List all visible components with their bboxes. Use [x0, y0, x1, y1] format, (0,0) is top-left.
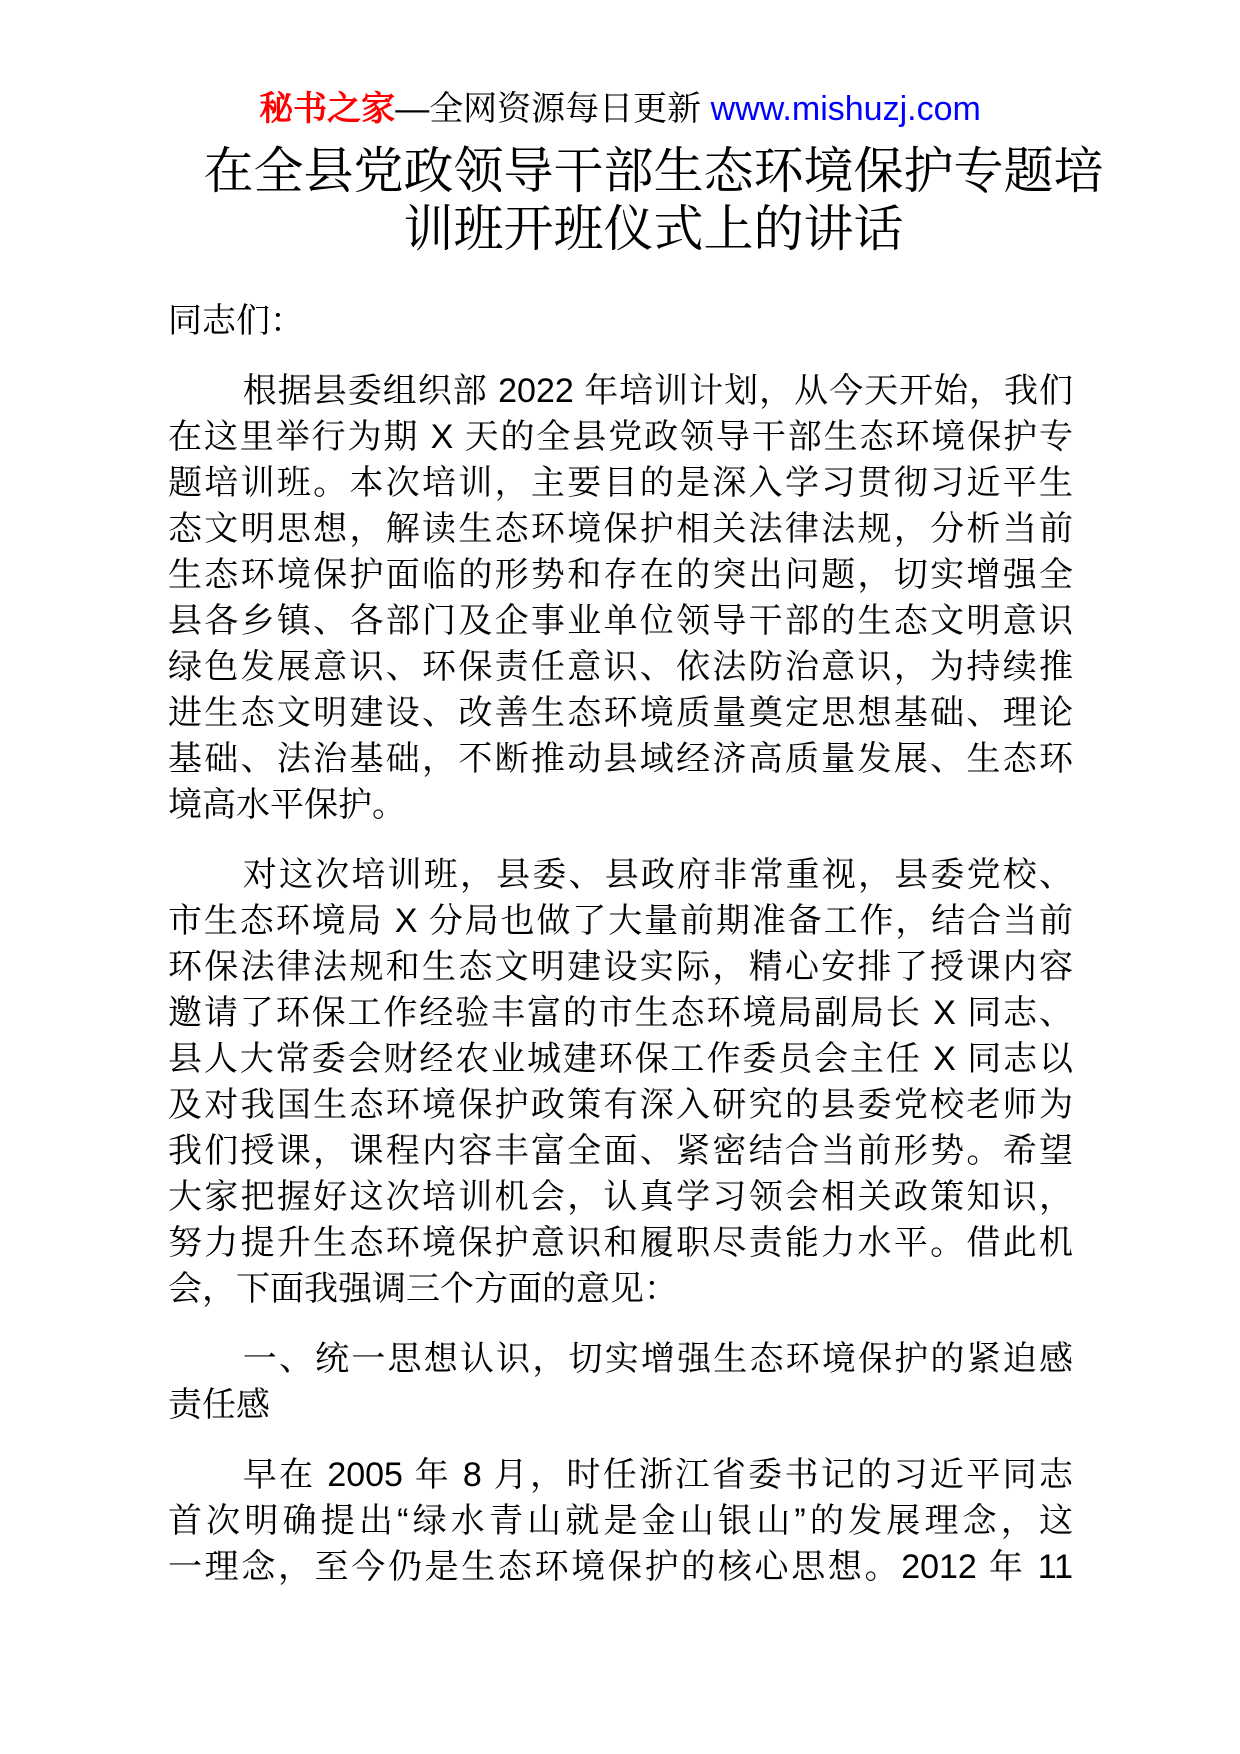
- text-line: 会，下面我强调三个方面的意见：: [168, 1270, 678, 1308]
- text-line: 我们授课，课程内容丰富全面、紧密结合当前形势。希望: [168, 1132, 1073, 1170]
- text-line: 市生态环境局 X 分局也做了大量前期准备工作，结合当前: [168, 902, 1073, 940]
- document-title-line-1: 在全县党政领导干部生态环境保护专题培: [203, 143, 1104, 199]
- text-line: 首次明确提出“绿水青山就是金山银山”的发展理念，这: [168, 1502, 1073, 1540]
- document-title-line-2: 训班开班仪式上的讲话: [403, 201, 904, 257]
- text-line: 早在 2005 年 8 月，时任浙江省委书记的习近平同志: [242, 1456, 1073, 1494]
- paragraph-3: [168, 1452, 1073, 1590]
- text-line: 绿色发展意识、环保责任意识、依法防治意识，为持续推: [168, 648, 1073, 686]
- text-line: 对这次培训班，县委、县政府非常重视，县委党校、: [242, 856, 1073, 894]
- text-line: 生态环境保护面临的形势和存在的突出问题，切实增强全: [168, 556, 1073, 594]
- text-line: 基础、法治基础，不断推动县域经济高质量发展、生态环: [168, 740, 1073, 778]
- paragraph-2: [168, 852, 1073, 1312]
- text-line: 根据县委组织部 2022 年培训计划，从今天开始，我们: [242, 372, 1073, 410]
- text-line: 县人大常委会财经农业城建环保工作委员会主任 X 同志以: [168, 1040, 1073, 1078]
- paragraph-1: [168, 368, 1073, 828]
- text-line: 在这里举行为期 X 天的全县党政领导干部生态环境保护专: [168, 418, 1073, 456]
- site-brand: 秘书之家: [259, 90, 396, 128]
- text-line: 邀请了环保工作经验丰富的市生态环境局副局长 X 同志、: [168, 994, 1073, 1032]
- text-line: 态文明思想，解读生态环境保护相关法律法规，分析当前: [168, 510, 1073, 548]
- document-body: [168, 298, 1073, 1590]
- text-line: 一、统一思想认识，切实增强生态环境保护的紧迫感: [242, 1340, 1073, 1378]
- site-header: [0, 0, 1240, 132]
- text-line: 环保法律法规和生态文明建设实际，精心安排了授课内容: [168, 948, 1073, 986]
- text-line: 责任感: [168, 1386, 270, 1424]
- salutation: 同志们：: [168, 302, 304, 340]
- text-line: 进生态文明建设、改善生态环境质量奠定思想基础、理论: [168, 694, 1073, 732]
- site-tagline: —全网资源每日更新: [395, 90, 711, 128]
- site-url-link[interactable]: www.mishuzj.com: [710, 90, 981, 128]
- text-line: 一理念，至今仍是生态环境保护的核心思想。2012 年 11: [168, 1548, 1073, 1586]
- text-line: 大家把握好这次培训机会，认真学习领会相关政策知识，: [168, 1178, 1073, 1216]
- text-line: 题培训班。本次培训，主要目的是深入学习贯彻习近平生: [168, 464, 1073, 502]
- section-heading-1: [168, 1336, 1073, 1428]
- text-line: 县各乡镇、各部门及企事业单位领导干部的生态文明意识: [168, 602, 1073, 640]
- text-line: 境高水平保护。: [168, 786, 406, 824]
- text-line: 及对我国生态环境保护政策有深入研究的县委党校老师为: [168, 1086, 1073, 1124]
- document-title: [0, 142, 1240, 258]
- text-line: 努力提升生态环境保护意识和履职尽责能力水平。借此机: [168, 1224, 1073, 1262]
